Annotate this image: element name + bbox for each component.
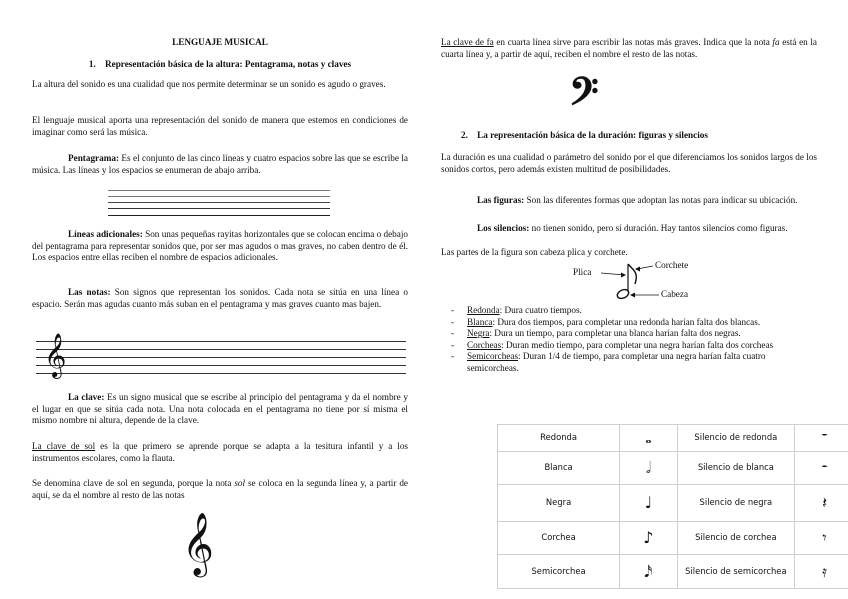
text-negra: : Dura un tiempo, para completar una blanca harían falta dos negras. [489,328,741,339]
staff-line [36,349,406,350]
paragraph-notas [32,287,408,310]
treble-staff [36,333,406,377]
paragraph-silencios [441,223,817,235]
term-clave-sol: La clave de sol [32,441,96,451]
paragraph-clave [32,392,408,427]
term-pentagrama: Pentagrama: [68,153,120,163]
sixteenth-note-icon: 𝅘𝅥𝅯 [620,555,678,589]
table-row [498,452,848,485]
staff-line [108,202,330,203]
list-item [441,340,817,352]
table-row [498,522,848,555]
section-1-heading: 1. Representación básica de la altura: Pentagrama, notas y claves [88,59,352,69]
paragraph-sol-segunda [32,478,408,501]
staff-line [108,215,330,216]
cell-silencio: Silencio de redonda [677,425,794,452]
paragraph-clave-sol [32,441,408,464]
text-sol-pre: Se denomina clave de sol en segunda, porque la nota [32,478,235,488]
text-clave-fa-pre: en cuarta línea sirve para escribir las notas más graves. Indica que la nota [493,37,773,47]
paragraph-pentagrama [32,153,408,176]
paragraph-partes: Las partes de la figura son cabeza plica y corchete. [441,247,628,257]
label-corchete: Corchete [655,260,689,270]
durations-list [441,305,817,375]
staff-line [36,365,406,366]
list-dash: - [451,339,455,350]
term-blanca: Blanca [467,316,493,327]
term-notas: Las notas: [68,287,111,297]
term-semicorcheas: Semicorcheas [467,351,519,362]
half-rest-icon: 𝄼 [795,452,848,485]
list-dash: - [451,328,455,339]
text-clave: Es un signo musical que se escribe al principio del pentagrama y da el nombre y el lugar en que se sitúa cada nota. Una nota colocada en el pentagrama no tiene por sí misma el mismo nombre ni altura, depende de la clave. [32,392,408,426]
table-row [498,555,848,589]
text-figuras: Son las diferentes formas que adoptan las notas para indicar su ubicación. [524,195,798,205]
text-notas: Son signos que representan los sonidos. Cada nota se sitúa en una línea o espacio. Serán mas agudas cuanto más suban en el pentagrama y mas graves cuanto mas bajen. [32,287,408,309]
paragraph-figuras [441,195,817,207]
term-redonda: Redonda [467,305,500,315]
note-fa: fa [772,37,780,47]
paragraph-duracion: La duración es una cualidad o parámetro del sonido por el que diferenciamos los sonidos largos de los sonidos cortos, pero además existen multitud de posibilidades. [441,152,817,174]
label-plica: Plica [573,267,592,277]
term-negra: Negra [467,328,490,339]
list-item [441,328,817,340]
arrowhead-cabeza [630,293,635,298]
note-parts-diagram [571,258,711,304]
text-pentagrama: Es el conjunto de las cinco líneas y cuatro espacios sobre las que se escribe la música. Las líneas y los espacios se enumeran de abajo arriba. [32,153,408,175]
staff-line [36,357,406,358]
list-item [441,305,817,317]
quarter-rest-icon: 𝄽 [795,485,848,522]
figures-table [497,424,848,589]
paragraph-lenguaje: El lenguaje musical aporta una representación del sonido de manera que estemos en condiciones de imaginar como será las música. [32,115,408,137]
cell-silencio: Silencio de semicorchea [677,555,794,589]
term-lineas-adicionales: Líneas adicionales: [68,229,143,239]
paragraph-altura: La altura del sonido es una cualidad que nos permite determinar se un sonido es agudo o graves. [32,79,386,89]
eighth-note-icon: ♪ [620,522,678,555]
cell-figura: Corchea [498,522,620,555]
text-semicorcheas: : Duran 1/4 de tiempo, para completar una negra harían falta cuatro semicorcheas. [467,351,766,373]
label-cabeza: Cabeza [661,289,689,299]
cell-figura: Redonda [498,425,620,452]
treble-clef-large-icon: 𝄞 [182,512,214,575]
text-lineas-adicionales: Son unas pequeñas rayitas horizontales que se colocan encima o debajo del pentagrama para representar sonidos que, por ser mas agudos o mas graves, no caben dentro de él. Los espacios entre ellas reciben el nombre de espacios adicionales. [32,229,408,263]
cell-silencio: Silencio de blanca [677,452,794,485]
text-corcheas: : Duran medio tiempo, para completar una negra harían falta dos corcheas [501,339,774,350]
cell-figura: Negra [498,485,620,522]
note-parts-svg [571,258,711,304]
term-clave-fa: La clave de fa [441,37,494,47]
note-sol: sol [234,478,246,488]
arrowhead-corchete [635,267,640,272]
cell-silencio: Silencio de corchea [677,522,794,555]
table-row [498,485,848,522]
term-figuras: Las figuras: [477,195,525,205]
empty-staff [108,190,330,218]
section-2-heading: 2. La representación básica de la duración: figuras y silencios [461,130,708,140]
note-flag-shape [628,264,636,284]
staff-line [36,373,406,374]
document-title: LENGUAJE MUSICAL [172,37,268,47]
paragraph-clave-fa [441,37,817,60]
cell-figura: Semicorchea [498,555,620,589]
eighth-rest-icon: 𝄾 [795,522,848,555]
staff-line [36,341,406,342]
paragraph-lineas-adicionales [32,229,408,264]
arrowhead-plica [621,273,626,278]
whole-note-icon: 𝅝 [620,425,678,452]
staff-line [108,190,330,191]
table-row [498,425,848,452]
staff-line [108,196,330,197]
half-note-icon: 𝅗𝅥 [620,452,678,485]
staff-line [108,208,330,209]
treble-clef-icon: 𝄞 [44,333,67,377]
bass-clef-icon: 𝄢 [569,69,599,123]
whole-rest-icon: 𝄻 [795,425,848,452]
cell-figura: Blanca [498,452,620,485]
list-dash: - [451,305,455,315]
text-silencios: no tienen sonido, pero sí duración. Hay tantos silencios como figuras. [529,223,788,233]
cell-silencio: Silencio de negra [677,485,794,522]
list-item [441,351,817,374]
text-redonda: : Dura cuatro tiempos. [499,305,582,315]
term-corcheas: Corcheas [467,339,502,350]
list-dash: - [451,316,455,327]
sixteenth-rest-icon: 𝄿 [795,555,848,589]
list-item [441,317,817,329]
text-clave-fa-post: está en la cuarta línea y, a partir de aquí, reciben el nombre el resto de las notas. [441,37,817,59]
text-sol-post: se coloca en la segunda línea y, a partir de aquí, se da el nombre al resto de las notas [32,478,408,500]
term-clave: La clave: [68,392,105,402]
term-silencios: Los silencios: [477,223,530,233]
list-dash: - [451,351,455,362]
text-blanca: : Dura dos tiempos, para completar una redonda harían falta dos blancas. [492,316,761,327]
quarter-note-icon: ♩ [620,485,678,522]
text-clave-sol: es la que primero se aprende porque se adapta a la tesitura infantil y a los instrumentos escolares, como la flauta. [32,441,408,463]
